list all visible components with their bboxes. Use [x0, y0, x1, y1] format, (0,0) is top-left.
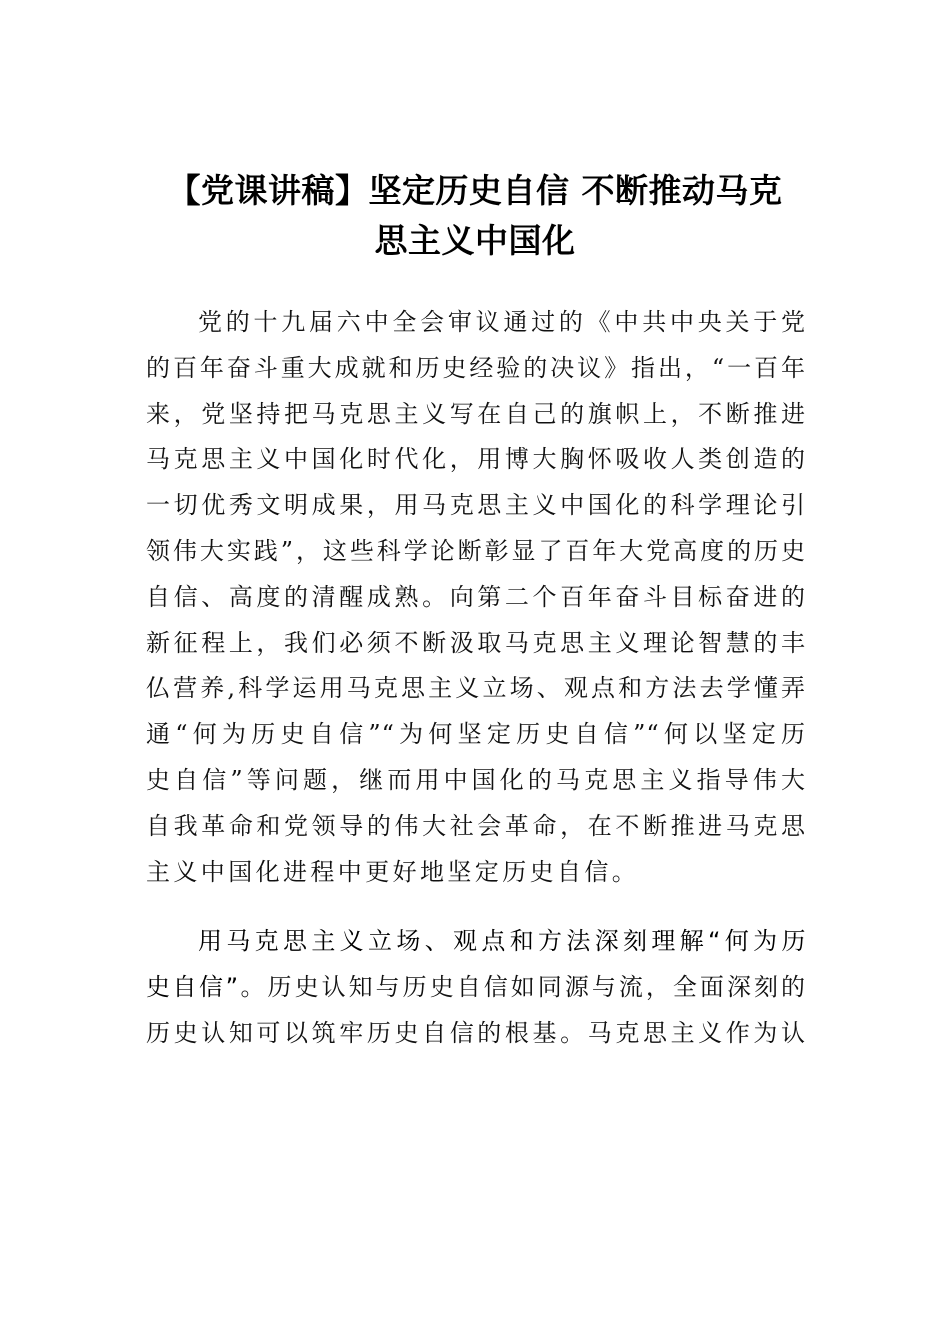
text-line: 的百年奋斗重大成就和历史经验的决议》指出，“一百年 — [146, 353, 806, 382]
paragraph-2 — [146, 919, 806, 1056]
text-line: 来，党坚持把马克思主义写在自己的旗帜上，不断推进 — [146, 399, 806, 428]
text-line: 史自信”等问题，继而用中国化的马克思主义指导伟大 — [146, 765, 806, 794]
text-line: 马克思主义中国化时代化，用博大胸怀吸收人类创造的 — [146, 445, 806, 474]
document-title — [140, 166, 810, 266]
text-segment: 。历史认知与历史自信如同源与流，全面深刻的 — [238, 972, 806, 1001]
section-heading: 用马克思主义立场、观点和方法深刻理解“何为历 — [198, 927, 806, 955]
text-line: 党的十九届六中全会审议通过的《中共中央关于党 — [198, 308, 806, 336]
title-line-2: 思主义中国化 — [374, 221, 576, 260]
paragraph-1 — [146, 300, 806, 895]
text-line: 一切优秀文明成果，用马克思主义中国化的科学理论引 — [146, 491, 806, 520]
text-line: 自信、高度的清醒成熟。向第二个百年奋斗目标奋进的 — [146, 582, 806, 611]
text-line: 通“何为历史自信”“为何坚定历史自信”“何以坚定历 — [146, 720, 806, 749]
text-line: 自我革命和党领导的伟大社会革命，在不断推进马克思 — [146, 811, 806, 840]
text-line: 新征程上，我们必须不断汲取马克思主义理论智慧的丰 — [146, 628, 806, 657]
text-line: 领伟大实践”，这些科学论断彰显了百年大党高度的历史 — [146, 536, 806, 565]
text-line — [146, 965, 806, 1011]
text-line: 仏营养,科学运用马克思主义立场、观点和方法去学懂弄 — [146, 674, 806, 703]
section-heading-end: 史自信” — [146, 972, 239, 1001]
title-line-1: 【党课讲稿】坚定历史自信 不断推动马克 — [167, 171, 783, 210]
text-line: 主义中国化进程中更好地坚定历史自信。 — [146, 857, 640, 886]
text-line: 历史认知可以筑牢历史自信的根基。马克思主义作为认 — [146, 1018, 806, 1047]
